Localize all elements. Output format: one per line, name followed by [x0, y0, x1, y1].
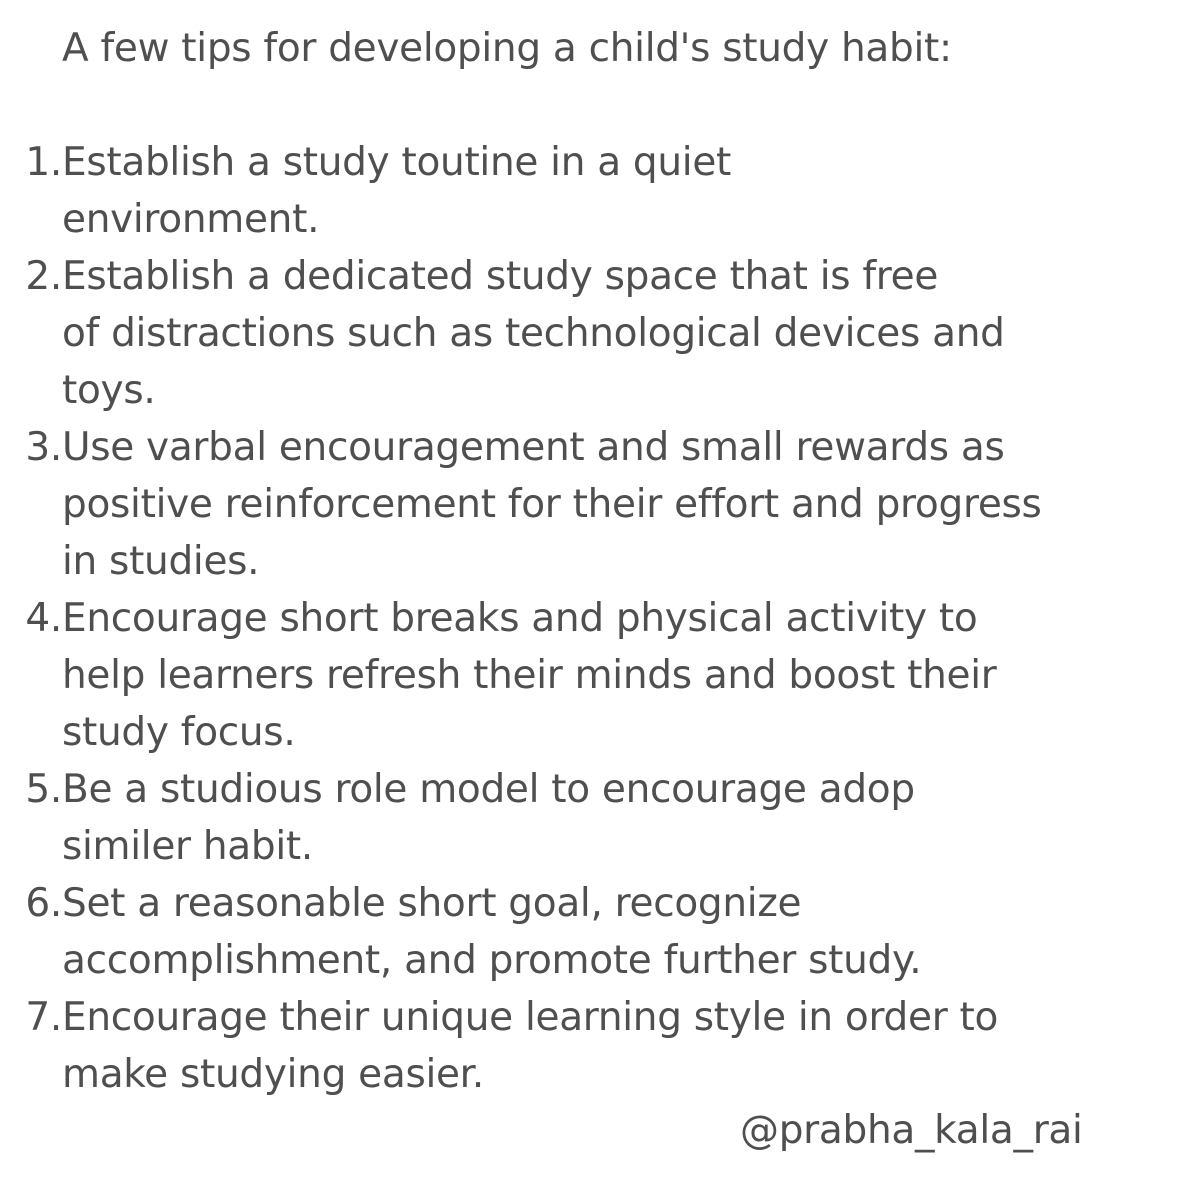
list-item — [0, 761, 1042, 875]
author-handle: @prabha_kala_rai — [740, 1108, 1083, 1153]
tip-text-line: Encourage short breaks and physical activity to — [62, 596, 978, 641]
tip-text-line: Use varbal encouragement and small rewards as — [62, 425, 1005, 470]
tip-text-line: similer habit. — [62, 824, 313, 869]
tip-text-line: Set a reasonable short goal, recognize — [62, 881, 802, 926]
tip-text-line: make studying easier. — [62, 1052, 484, 1097]
tip-text-line: study focus. — [62, 710, 296, 755]
list-item — [0, 590, 1042, 761]
list-item — [0, 248, 1042, 419]
tip-text-line: environment. — [62, 197, 320, 242]
list-item — [0, 134, 1042, 248]
tip-text-line: positive reinforcement for their effort and progress — [62, 482, 1042, 527]
tip-number: 6. — [25, 881, 62, 926]
tip-number: 5. — [25, 767, 62, 812]
tips-list — [0, 134, 1042, 1103]
list-item — [0, 875, 1042, 989]
tip-text-line: help learners refresh their minds and boost their — [62, 653, 997, 698]
list-item — [0, 419, 1042, 590]
tip-number: 1. — [25, 140, 62, 185]
tip-text-line: Encourage their unique learning style in order to — [62, 995, 999, 1040]
tip-number: 3. — [25, 425, 62, 470]
page-title: A few tips for developing a child's study habit: — [62, 26, 952, 71]
tip-number: 4. — [25, 596, 62, 641]
tip-text-line: Be a studious role model to encourage adop — [62, 767, 915, 812]
tip-text-line: of distractions such as technological devices and — [62, 311, 1005, 356]
tip-text-line: accomplishment, and promote further study. — [62, 938, 922, 983]
tip-text-line: Establish a dedicated study space that is free — [62, 254, 939, 299]
list-item — [0, 989, 1042, 1103]
tip-number: 2. — [25, 254, 62, 299]
tip-text-line: toys. — [62, 368, 156, 413]
tip-text-line: in studies. — [62, 539, 260, 584]
tip-number: 7. — [25, 995, 62, 1040]
tip-text-line: Establish a study toutine in a quiet — [62, 140, 732, 185]
